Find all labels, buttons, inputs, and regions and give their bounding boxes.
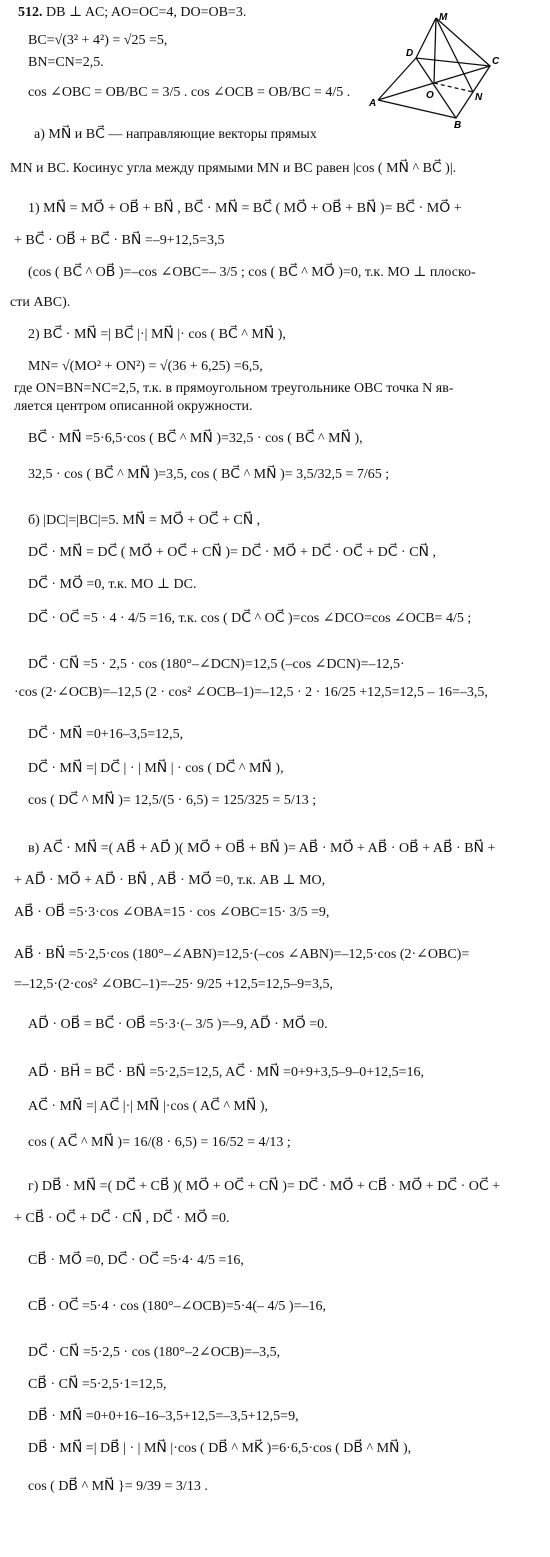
line-38: DC⃗ · CN⃗ =5·2,5 · cos (180°–2∠OCB)=–3,5,	[28, 1345, 281, 1360]
line-7: + BC⃗ · OB⃗ + BC⃗ · BN⃗ =–9+12,5=3,5	[14, 233, 225, 248]
line-20: DC⃗ · CN⃗ =5 · 2,5 · cos (180°–∠DCN)=12,5 (–cos ∠DCN)=–12,5·	[28, 657, 405, 672]
line-17: DC⃗ · MN⃗ = DC⃗ ( MO⃗ + OC⃗ + CN⃗ )= DC⃗ · MO⃗ + DC⃗ · OC⃗ + DC⃗ · CN⃗ ,	[28, 545, 437, 560]
line-25: в) AC⃗ · MN⃗ =( AB⃗ + AD⃗ )( MO⃗ + OB⃗ + BN⃗ )= AB⃗ · MO⃗ + AB⃗ · OB⃗ + AB⃗ · BN⃗ +	[28, 841, 496, 856]
edge-mc	[436, 18, 490, 66]
height-mo	[434, 18, 436, 83]
label-o: O	[426, 90, 434, 101]
line-39: CB⃗ · CN⃗ =5·2,5·1=12,5,	[28, 1377, 167, 1392]
line-21: ·cos (2·∠OCB)=–12,5 (2 · cos² ∠OCB–1)=–12,5 · 2 · 16/25 +12,5=12,5 – 16=–3,5,	[14, 685, 488, 700]
line-23: DC⃗ · MN⃗ =| DC⃗ | · | MN⃗ | · cos ( DC⃗ ^ MN⃗ ),	[28, 761, 284, 776]
label-m: M	[439, 12, 448, 23]
line-32: AC⃗ · MN⃗ =| AC⃗ |·| MN⃗ |·cos ( AC⃗ ^ MN⃗ ),	[28, 1099, 269, 1114]
line-8: (cos ( BC⃗ ^ OB⃗ )=–cos ∠OBC=– 3/5 ; cos ( BC⃗ ^ MO⃗ )=0, т.к. MO ⊥ плоско-	[28, 265, 476, 280]
segment-on	[434, 83, 473, 92]
line-6: 1) MN⃗ = MO⃗ + OB⃗ + BN⃗ , BC⃗ · MN⃗ = BC⃗ ( MO⃗ + OB⃗ + BN⃗ )= BC⃗ · MO⃗ +	[28, 201, 462, 216]
line-37: CB⃗ · OC⃗ =5·4 · cos (180°–∠OCB)=5·4(– 4/5 )=–16,	[28, 1299, 326, 1314]
line-42: cos ( DB⃗ ^ MN⃗ }= 9/39 = 3/13 .	[28, 1479, 208, 1494]
label-a: A	[369, 98, 377, 109]
edge-md	[416, 18, 436, 58]
line-24: cos ( DC⃗ ^ MN⃗ )= 12,5/(5 · 6,5) = 125/325 = 5/13 ;	[28, 793, 317, 808]
line-12: где ON=BN=NC=2,5, т.к. в прямоугольном треугольнике OBC точка N яв-	[14, 381, 454, 396]
line-40: DB⃗ · MN⃗ =0+0+16–16–3,5+12,5=–3,5+12,5=9,	[28, 1409, 299, 1424]
label-c: C	[492, 56, 500, 67]
problem-header	[18, 4, 246, 21]
line-9: сти ABC).	[10, 295, 71, 310]
line-1: BC=√(3² + 4²) = √25 =5,	[28, 33, 168, 48]
line-3: cos ∠OBC = OB/BC = 3/5 . cos ∠OCB = OB/BC = 4/5 .	[28, 85, 351, 100]
line-2: BN=CN=2,5.	[28, 55, 104, 70]
line-27: AB⃗ · OB⃗ =5·3·cos ∠OBA=15 · cos ∠OBC=15· 3/5 =9,	[14, 905, 330, 920]
diagonal-db	[416, 58, 456, 118]
pyramid-figure	[366, 8, 506, 128]
label-d: D	[406, 48, 414, 59]
line-34: г) DB⃗ · MN⃗ =( DC⃗ + CB⃗ )( MO⃗ + OC⃗ + CN⃗ )= DC⃗ · MO⃗ + CB⃗ · MO⃗ + DC⃗ · OC⃗ +	[28, 1179, 501, 1194]
line-29: =–12,5·(2·cos² ∠OBC–1)=–25· 9/25 +12,5=12,5–9=3,5,	[14, 977, 334, 992]
line-35: + CB⃗ · OC⃗ + DC⃗ · CN⃗ , DC⃗ · MO⃗ =0.	[14, 1211, 230, 1226]
line-18: DC⃗ · MO⃗ =0, т.к. MO ⊥ DC.	[28, 577, 197, 592]
line-16: б) |DC|=|BC|=5. MN⃗ = MO⃗ + OC⃗ + CN⃗ ,	[28, 513, 261, 528]
problem-number: 512.	[18, 5, 43, 20]
line-11: MN= √(MO² + ON²) = √(36 + 6,25) =6,5,	[28, 359, 263, 374]
line-14: BC⃗ · MN⃗ =5·6,5·cos ( BC⃗ ^ MN⃗ )=32,5 · cos ( BC⃗ ^ MN⃗ ),	[28, 431, 363, 446]
line-33: cos ( AC⃗ ^ MN⃗ )= 16/(8 · 6,5) = 16/52 = 4/13 ;	[28, 1135, 291, 1150]
line-4: а) MN⃗ и BC⃗ — направляющие векторы прямых	[34, 127, 317, 142]
label-b: B	[454, 120, 462, 128]
line-22: DC⃗ · MN⃗ =0+16–3,5=12,5,	[28, 727, 184, 742]
line-15: 32,5 · cos ( BC⃗ ^ MN⃗ )=3,5, cos ( BC⃗ ^ MN⃗ )= 3,5/32,5 = 7/65 ;	[28, 467, 390, 482]
line-31: AD⃗ · BH⃗ = BC⃗ · BN⃗ =5·2,5=12,5, AC⃗ · MN⃗ =0+9+3,5–9–0+12,5=16,	[28, 1065, 425, 1080]
line-30: AD⃗ · OB⃗ = BC⃗ · OB⃗ =5·3·(– 3/5 )=–9, AD⃗ · MO⃗ =0.	[28, 1017, 328, 1032]
line-41: DB⃗ · MN⃗ =| DB⃗ | · | MN⃗ |·cos ( DB⃗ ^ MK⃗ )=6·6,5·cos ( DB⃗ ^ MN⃗ ),	[28, 1441, 412, 1456]
line-5: MN и BC. Косинус угла между прямыми MN и BC равен |cos ( MN⃗ ^ BC⃗ )|.	[10, 161, 457, 176]
line-36: CB⃗ · MO⃗ =0, DC⃗ · OC⃗ =5·4· 4/5 =16,	[28, 1253, 244, 1268]
line-28: AB⃗ · BN⃗ =5·2,5·cos (180°–∠ABN)=12,5·(–cos ∠ABN)=–12,5·cos (2·∠OBC)=	[14, 947, 470, 962]
line-10: 2) BC⃗ · MN⃗ =| BC⃗ |·| MN⃗ |· cos ( BC⃗ ^ MN⃗ ),	[28, 327, 286, 342]
line-26: + AD⃗ · MO⃗ + AD⃗ · BN⃗ , AB⃗ · MO⃗ =0, т.к. AB ⊥ MO,	[14, 873, 326, 888]
label-n: N	[475, 92, 483, 103]
problem-given: DB ⊥ AC; AO=OC=4, DO=OB=3.	[46, 5, 247, 20]
line-19: DC⃗ · OC⃗ =5 · 4 · 4/5 =16, т.к. cos ( DC⃗ ^ OC⃗ )=cos ∠DCO=cos ∠OCB= 4/5 ;	[28, 611, 472, 626]
line-13: ляется центром описанной окружности.	[14, 399, 253, 414]
